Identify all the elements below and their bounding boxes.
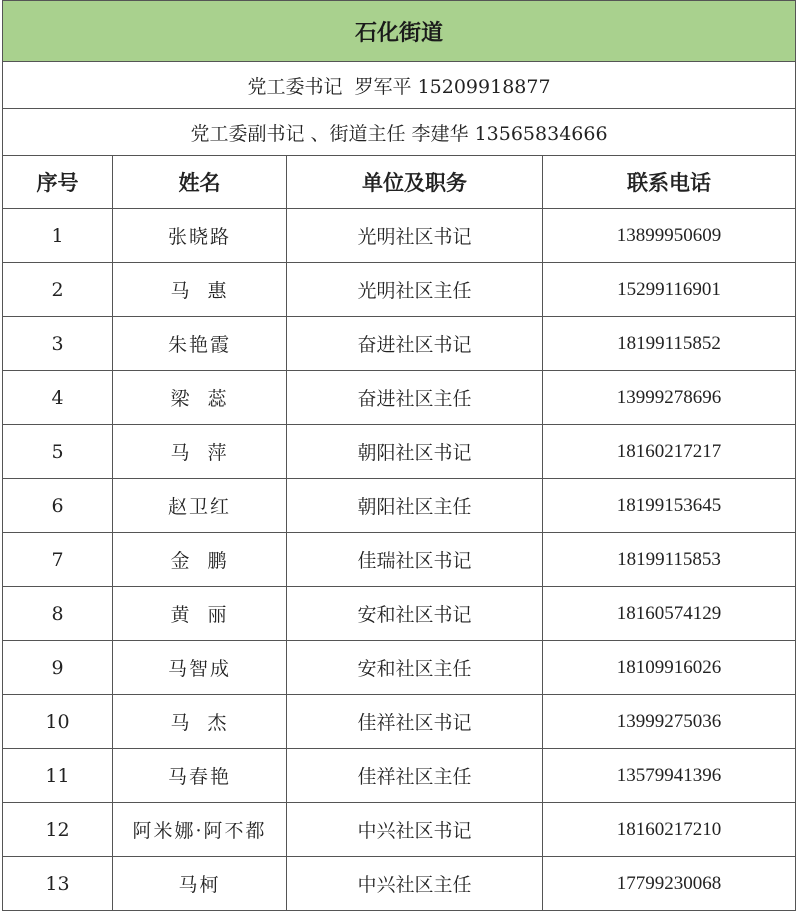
row-number: 6: [3, 479, 113, 533]
table-title: 石化街道: [3, 1, 796, 62]
column-header-no: 序号: [3, 156, 113, 209]
row-name: 马 惠: [113, 263, 287, 317]
table-row: [3, 641, 796, 695]
row-post: 安和社区书记: [287, 587, 543, 641]
row-phone: 18199153645: [543, 479, 796, 533]
row-number: 3: [3, 317, 113, 371]
row-name: 马柯: [113, 857, 287, 911]
row-number: 8: [3, 587, 113, 641]
row-post: 佳瑞社区书记: [287, 533, 543, 587]
row-number: 4: [3, 371, 113, 425]
leader-row: [3, 109, 796, 156]
row-name: 赵卫红: [113, 479, 287, 533]
row-name: 梁 蕊: [113, 371, 287, 425]
party-secretary: 党工委书记 罗军平 15209918877: [3, 62, 796, 109]
table-row: [3, 533, 796, 587]
table-row: [3, 587, 796, 641]
column-header-phone: 联系电话: [543, 156, 796, 209]
row-post: 佳祥社区主任: [287, 749, 543, 803]
table-row: [3, 263, 796, 317]
row-number: 7: [3, 533, 113, 587]
contact-table: [2, 0, 796, 911]
row-number: 2: [3, 263, 113, 317]
row-phone: 18199115852: [543, 317, 796, 371]
row-phone: 17799230068: [543, 857, 796, 911]
row-name: 阿米娜·阿不都: [113, 803, 287, 857]
row-post: 中兴社区书记: [287, 803, 543, 857]
row-phone: 13899950609: [543, 209, 796, 263]
row-post: 中兴社区主任: [287, 857, 543, 911]
row-post: 朝阳社区书记: [287, 425, 543, 479]
row-phone: 15299116901: [543, 263, 796, 317]
title-row: [3, 1, 796, 62]
column-header-row: [3, 156, 796, 209]
row-name: 马春艳: [113, 749, 287, 803]
table-body: [3, 209, 796, 911]
row-number: 9: [3, 641, 113, 695]
leader-row: [3, 62, 796, 109]
table-row: [3, 317, 796, 371]
row-phone: 18160217217: [543, 425, 796, 479]
row-number: 5: [3, 425, 113, 479]
row-number: 11: [3, 749, 113, 803]
row-name: 马 萍: [113, 425, 287, 479]
row-post: 光明社区主任: [287, 263, 543, 317]
row-phone: 13999275036: [543, 695, 796, 749]
row-post: 佳祥社区书记: [287, 695, 543, 749]
row-post: 奋进社区书记: [287, 317, 543, 371]
row-name: 黄 丽: [113, 587, 287, 641]
row-name: 马 杰: [113, 695, 287, 749]
table-row: [3, 749, 796, 803]
column-header-post: 单位及职务: [287, 156, 543, 209]
row-name: 金 鹏: [113, 533, 287, 587]
row-phone: 13579941396: [543, 749, 796, 803]
column-header-name: 姓名: [113, 156, 287, 209]
row-name: 张晓路: [113, 209, 287, 263]
row-phone: 18199115853: [543, 533, 796, 587]
row-post: 朝阳社区主任: [287, 479, 543, 533]
row-post: 奋进社区主任: [287, 371, 543, 425]
table-row: [3, 209, 796, 263]
row-name: 马智成: [113, 641, 287, 695]
table-row: [3, 425, 796, 479]
table-row: [3, 479, 796, 533]
row-phone: 18109916026: [543, 641, 796, 695]
row-number: 13: [3, 857, 113, 911]
row-post: 安和社区主任: [287, 641, 543, 695]
table-row: [3, 695, 796, 749]
deputy-secretary: 党工委副书记 、街道主任 李建华 13565834666: [3, 109, 796, 156]
table-row: [3, 803, 796, 857]
table-row: [3, 371, 796, 425]
table-row: [3, 857, 796, 911]
row-post: 光明社区书记: [287, 209, 543, 263]
row-name: 朱艳霞: [113, 317, 287, 371]
row-number: 12: [3, 803, 113, 857]
row-phone: 18160217210: [543, 803, 796, 857]
row-number: 1: [3, 209, 113, 263]
row-phone: 18160574129: [543, 587, 796, 641]
row-phone: 13999278696: [543, 371, 796, 425]
row-number: 10: [3, 695, 113, 749]
